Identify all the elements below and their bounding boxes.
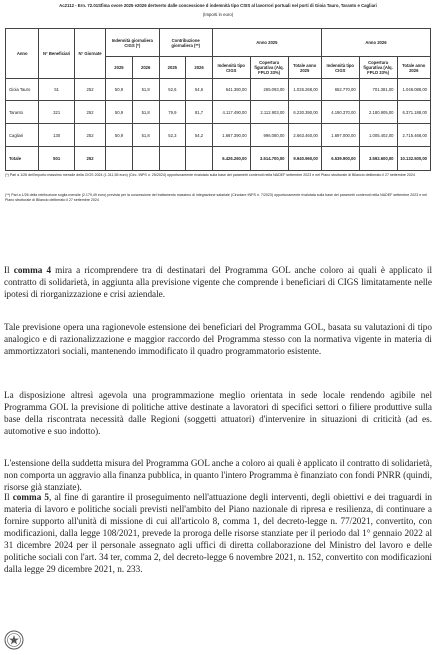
cell-giornate: 252 <box>74 147 105 171</box>
cell-contr-2025: 79,9 <box>159 101 186 124</box>
col-indennita: Indennità giornaliera CIGS (*) <box>106 29 159 57</box>
seal-icon <box>4 630 24 650</box>
cell-ind-2025: 50,9 <box>106 124 133 147</box>
table-row <box>6 79 431 101</box>
cell-ind-2025: 50,9 <box>106 101 133 124</box>
cell-giornate: 252 <box>74 124 105 147</box>
paragraph-comma-4: Il comma 4 mira a ricomprendere tra di destinatari del Programma GOL anche coloro ai quali è applicato il contratto di solidarietà, in aggiunta alla previsione vigente che comprende i beneficiari di CIGS limitatamente nelle ipotesi di riorganizzazione e crisi aziendale. <box>4 265 432 299</box>
cell-port: Taranto <box>6 101 39 124</box>
paragraph-estensione: Tale previsione opera una ragionevole estensione dei beneficiari del Programma GOL, basata su valutazioni di tipo analogico e di razionalizzazione e maggior raccordo del Programma stesso con la normativa vigente in materia di ammortizzatori sociali, mantenendo immodificato il quadro programmatorio esistente. <box>4 322 432 356</box>
paragraph-comma-5: Il comma 5, al fine di garantire il proseguimento nell'attuazione degli interventi, degli obiettivi e dei traguardi in materia di lavoro e politiche sociali previsti nell'ambito del Piano nazionale di ripresa e resilienza, di continuare a fornire supporto all'unità di missione di cui all'articolo 8, comma 1, del decreto-legge n. 77/2021, convertito, con modificazioni, dalla legge 108/2021, prevede la proroga delle risorse stanziate per il periodo dal 1° gennaio 2022 al 31 dicembre 2024 per il personale assegnato agli uffici di diretta collaborazione del Ministro del lavoro e delle politiche sociali con l'art. 34 ter, comma 2, del decreto-legge 6 novembre 2021, n. 152, convertito con modificazioni dalla legge 29 dicembre 2021, n. 233. <box>4 492 432 574</box>
table-row <box>6 124 431 147</box>
table-total-row <box>6 147 431 171</box>
cell-copertura-2025: 265.093,00 <box>250 79 288 101</box>
footnote-2: (**) Pari a 1/26 della retribuzione soglia mensile (2.179,49 euro) prevista per la concessione del trattamento massimo di integrazione salariale (Circolare INPS n. 7/2023) opportunamente rivalutata sulla base dei parametri contenuti nella NADEF settembre 2023 e nel Piano strutturale di Bilancio deliberato il 27 settembre 2024 <box>5 193 428 202</box>
cell-total-label: Totale <box>6 147 39 171</box>
sub-copertura-2025: Copertura figurativa (Alq. FPLD 33%) <box>250 57 288 79</box>
cell-contr-2026: 54,2 <box>186 124 213 147</box>
col-anno-2025: Anno 2025 <box>212 29 321 57</box>
cell-contr-2026: 54,6 <box>186 79 213 101</box>
sub-2025b: 2025 <box>159 57 186 79</box>
cell-indennita-2025: 641.380,00 <box>212 79 250 101</box>
cell-totale-2025: 2.663.460,00 <box>288 124 321 147</box>
cell-giornate: 252 <box>74 79 105 101</box>
cell-beneficiari: 321 <box>39 101 75 124</box>
cell-totale-2026: 1.046.088,00 <box>397 79 431 101</box>
paragraph-disposizione: La disposizione altresì agevola una programmazione meglio orientata in sede locale rendendo agibile nel Programma GOL la previsione di politiche attive destinate a lavoratori di specifici settori o filiere produttive sulla base della riscontrata necessità dalle Regioni (soggetti attuatori) d'intervenire in situazioni di criticità (ad es. automotive e suo indotto). <box>4 390 432 436</box>
cell-copertura-2026: 701.381,00 <box>359 79 397 101</box>
sub-totale-2025: Totale anno 2025 <box>288 57 321 79</box>
cell-indennita-2025: 6.426.260,00 <box>212 147 250 171</box>
cell-giornate: 252 <box>74 101 105 124</box>
paragraph-finanziamento: L'estensione della suddetta misura del Programma GOL anche a coloro ai quali è applicato il contratto di solidarietà, non comporta un aggravio alla finanza pubblica, in quanto l'intero Programma è finanziato con fondi PNRR (quindi, risorse già stanziate). <box>4 458 432 492</box>
col-anno: Anno <box>6 29 39 79</box>
cell-beneficiari: 501 <box>39 147 75 171</box>
cell-totale-2026: 2.715.468,00 <box>397 124 431 147</box>
footnote-1: (*) Pari a 1/26 dell'importo massimo mensile della CIGS 2024 (1.311,55 euro) (Circ. INPS n. 25/2024) opportunamente rivalutato sulla base dei parametri contenuti nella NADEF settembre 2023 e nel Piano strutturale di Bilancio deliberato il 27 settembre 2024 <box>5 173 415 177</box>
cell-indennita-2025: 4.117.490,00 <box>212 101 250 124</box>
cell-indennita-2025: 1.667.390,00 <box>212 124 250 147</box>
cell-beneficiari: 51 <box>39 79 75 101</box>
cell-contr-2026: 81,7 <box>186 101 213 124</box>
cell-indennita-2026: 4.190.370,00 <box>321 101 359 124</box>
sub-2026b: 2026 <box>186 57 213 79</box>
cell-beneficiari: 130 <box>39 124 75 147</box>
col-contribuzione: Contribuzione giornaliera (**) <box>159 29 212 57</box>
sub-2025: 2025 <box>106 57 133 79</box>
sub-indennita-2025: Indennità tipo CIGS <box>212 57 250 79</box>
cell-port: Gioia Tauro <box>6 79 39 101</box>
sub-2026: 2026 <box>132 57 159 79</box>
cell-totale-2026: 6.371.188,00 <box>397 101 431 124</box>
cell-copertura-2025: 996.080,00 <box>250 124 288 147</box>
col-beneficiari: N° Beneficiari <box>39 29 75 79</box>
table-caption: Ac2112 - Ern. 72.01Sfima ovore 2025 e2026 dertverto dalle concessione d indemnità tipo CSIS al lavorrori portuali nel porti di Gioia Tauro, Taranto e Cagliari <box>59 3 377 8</box>
col-anno-2026: Anno 2026 <box>321 29 430 57</box>
table-header-row <box>6 29 431 57</box>
cell-totale-2026: 10.132.500,00 <box>397 147 431 171</box>
sub-totale-2026: Totale anno 2026 <box>397 57 431 79</box>
cell-port: Cagliari <box>6 124 39 147</box>
cell-contr-2025: 52,6 <box>159 79 186 101</box>
cell-indennita-2026: 1.697.000,00 <box>321 124 359 147</box>
cell-ind-2026: 51,8 <box>132 124 159 147</box>
cell-copertura-2026: 1.005.402,00 <box>359 124 397 147</box>
table-row <box>6 101 431 124</box>
sub-indennita-2026: Indennità tipo CIGS <box>321 57 359 79</box>
cell-totale-2025: 9.940.960,00 <box>288 147 321 171</box>
cell-copertura-2026: 2.180.905,00 <box>359 101 397 124</box>
cell-copertura-2026: 3.592.600,00 <box>359 147 397 171</box>
cell-indennita-2026: 6.539.900,00 <box>321 147 359 171</box>
cell-totale-2025: 6.230.390,00 <box>288 101 321 124</box>
comma-4-label: comma 4 <box>13 265 52 275</box>
cell-ind-2026: 51,8 <box>132 79 159 101</box>
cell-contr-2025: 52,3 <box>159 124 186 147</box>
table-units: (Importi in euro) <box>202 12 234 17</box>
cost-table <box>5 28 431 171</box>
cell-copertura-2025: 3.514.700,00 <box>250 147 288 171</box>
sub-copertura-2026: Copertura figurativa (Alq. FPLD 33%) <box>359 57 397 79</box>
cell-totale-2025: 1.026.268,00 <box>288 79 321 101</box>
cell-ind-2025: 50,9 <box>106 79 133 101</box>
col-giornate: N° Giornate <box>74 29 105 79</box>
comma-5-label: comma 5 <box>12 492 50 502</box>
cell-copertura-2025: 2.112.903,00 <box>250 101 288 124</box>
cell-indennita-2026: 652.770,00 <box>321 79 359 101</box>
cell-ind-2026: 51,8 <box>132 101 159 124</box>
